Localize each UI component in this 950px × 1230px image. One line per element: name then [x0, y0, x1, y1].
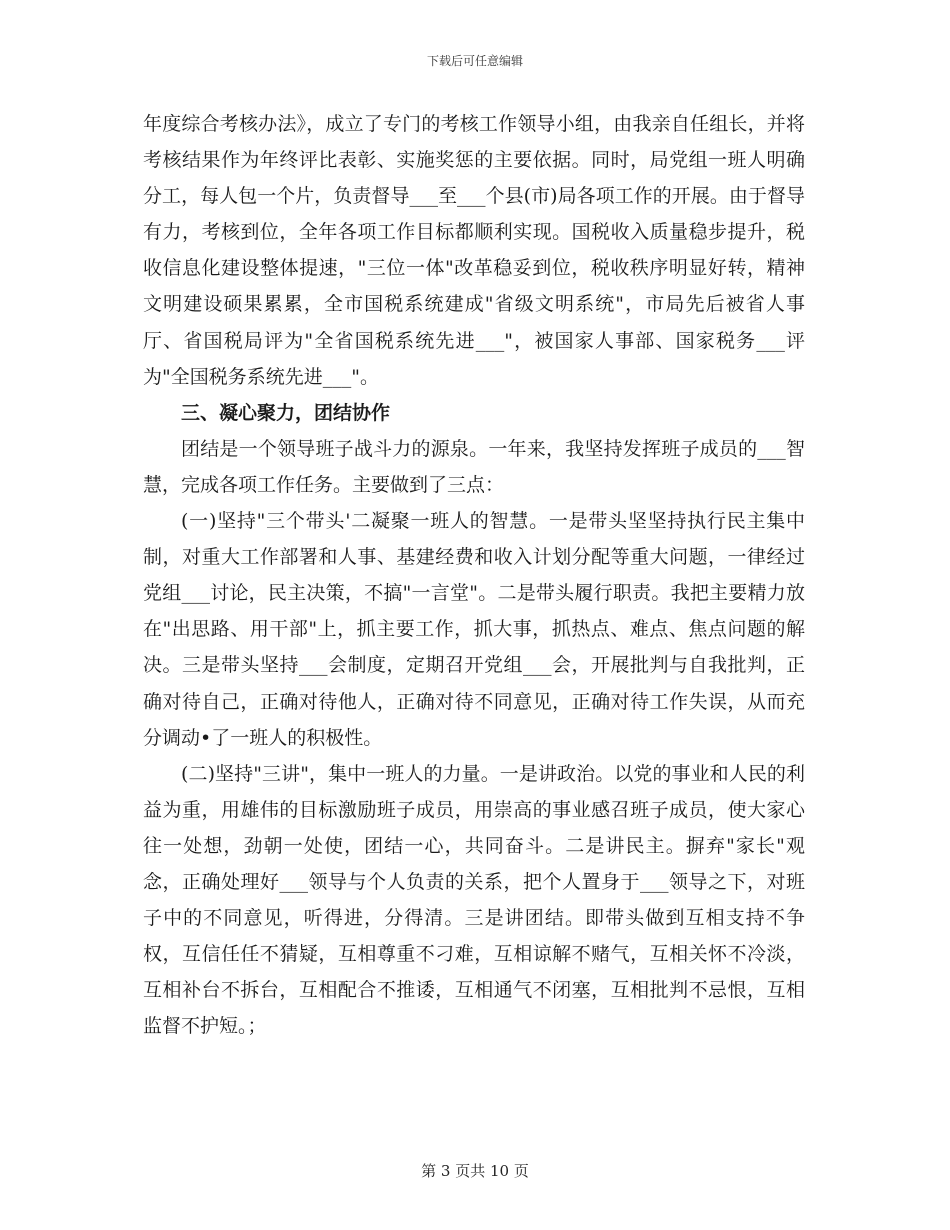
page-header: 下载后可任意编辑	[426, 54, 523, 68]
page-footer: 第 3 页共 10 页	[421, 1162, 529, 1180]
document-body	[143, 106, 805, 1044]
paragraph-point-one: (一)坚持"三个带头'二凝聚一班人的智慧。一是带头坚坚持执行民主集中制，对重大工作部署和人事、基建经费和收入计划分配等重大问题，一律经过党组___讨论，民主决策，不搞"一言堂"。二是带头履行职责。我把主要精力放在"出思路、用干部"上，抓主要工作，抓大事，抓热点、难点、焦点问题的解决。三是带头坚持___会制度，定期召开党组___会，开展批判与自我批判，正确对待自己，正确对待他人，正确对待不同意见，正确对待工作失误，从而充分调动•了一班人的积极性。	[143, 510, 805, 749]
section-heading: 三、凝心聚力，团结协作	[181, 401, 391, 424]
paragraph-continuation: 年度综合考核办法》，成立了专门的考核工作领导小组，由我亲自任组长，并将考核结果作为年终评比表彰、实施奖惩的主要依据。同时，局党组一班人明确分工，每人包一个片，负责督导___至___个县(市)局各项工作的开展。由于督导有力，考核到位，全年各项工作目标都顺利实现。国税收入质量稳步提升，税收信息化建设整体提速，"三位一体"改革稳妥到位，税收秩序明显好转，精神文明建设硕果累累，全市国税系统建成"省级文明系统"，市局先后被省人事厅、省国税局评为"全省国税系统先进___"，被国家人事部、国家税务___评为"全国税务系统先进___"。	[143, 113, 805, 388]
paragraph-intro: 团结是一个领导班子战斗力的源泉。一年来，我坚持发挥班子成员的___智慧，完成各项工作任务。主要做到了三点：	[143, 437, 805, 496]
paragraph-point-two: (二)坚持"三讲"，集中一班人的力量。一是讲政治。以党的事业和人民的利益为重，用雄伟的目标激励班子成员，用崇高的事业感召班子成员，使大家心往一处想，劲朝一处使，团结一心，共同奋斗。二是讲民主。摒弃"家长"观念，正确处理好___领导与个人负责的关系，把个人置身于___领导之下，对班子中的不同意见，听得进，分得清。三是讲团结。即带头做到互相支持不争权，互信任任不猜疑，互相尊重不刁难，互相谅解不赌气，互相关怀不冷淡，互相补台不拆台，互相配合不推诿，互相通气不闭塞，互相批判不忌恨，互相监督不护短。；	[143, 762, 805, 1038]
